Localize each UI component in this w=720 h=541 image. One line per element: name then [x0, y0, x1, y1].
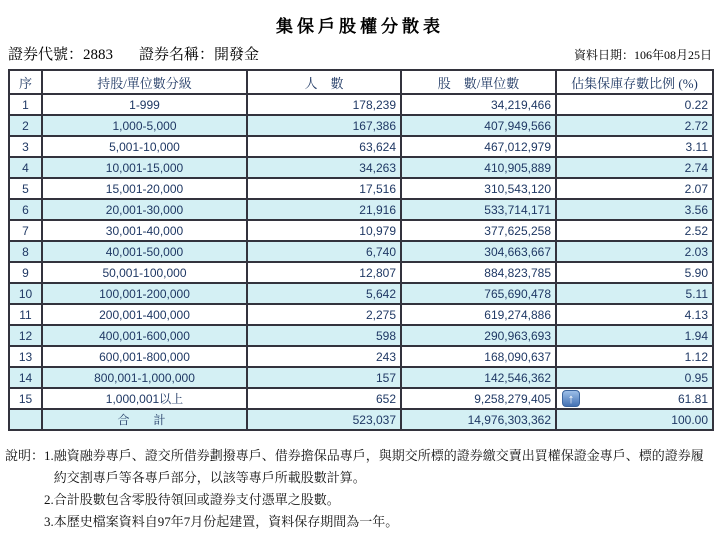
holding-range-cell: 30,001-40,000: [42, 220, 247, 241]
security-code-label: 證券代號：: [8, 47, 84, 63]
percentage-cell: [556, 367, 713, 388]
percentage-cell: [556, 346, 713, 367]
shareholding-distribution-page: [0, 12, 720, 541]
table-row: [9, 136, 713, 157]
table-row: [9, 367, 713, 388]
row-seq: 15: [9, 388, 42, 409]
note-number: 3.: [44, 514, 54, 529]
note-text: 本歷史檔案資料自97年7月份起建置，資料保存期間為一年。: [53, 514, 399, 529]
row-seq: 3: [9, 136, 42, 157]
total-shares: 14,976,303,362: [401, 409, 556, 430]
percentage-value: 2.52: [684, 223, 708, 238]
percentage-cell: [556, 115, 713, 136]
header-seq: 序: [9, 70, 42, 94]
holding-range-cell: 1,000-5,000: [42, 115, 247, 136]
holders-count-cell: 167,386: [247, 115, 401, 136]
holding-range-cell: 200,001-400,000: [42, 304, 247, 325]
security-name-label: 證券名稱：: [139, 47, 215, 63]
table-row: [9, 283, 713, 304]
percentage-cell: [556, 178, 713, 199]
percentage-value: 2.72: [684, 118, 708, 133]
holding-range-cell: 5,001-10,000: [42, 136, 247, 157]
percentage-cell: [556, 220, 713, 241]
shares-count-cell: 619,274,886: [401, 304, 556, 325]
table-row: [9, 220, 713, 241]
holders-count-cell: 21,916: [247, 199, 401, 220]
shares-count-cell: 310,543,120: [401, 178, 556, 199]
meta-row: [0, 43, 720, 64]
notes: [5, 445, 712, 533]
back-to-top-button[interactable]: [562, 390, 580, 407]
holders-count-cell: 243: [247, 346, 401, 367]
holding-range-cell: 600,001-800,000: [42, 346, 247, 367]
table-header-row: [9, 70, 713, 94]
percentage-cell: [556, 262, 713, 283]
percentage-cell: [556, 304, 713, 325]
holders-count-cell: 63,624: [247, 136, 401, 157]
table-row: [9, 94, 713, 115]
header-holders-count: 人 數: [247, 70, 401, 94]
data-date: [574, 46, 712, 64]
percentage-cell: [556, 94, 713, 115]
holders-count-cell: 2,275: [247, 304, 401, 325]
notes-label: 說明：: [5, 448, 45, 463]
shares-count-cell: 410,905,889: [401, 157, 556, 178]
total-percentage: 100.00: [556, 409, 713, 430]
row-seq: 13: [9, 346, 42, 367]
shares-count-cell: 377,625,258: [401, 220, 556, 241]
percentage-cell: [556, 136, 713, 157]
notes-list: [44, 445, 704, 533]
row-seq: 1: [9, 94, 42, 115]
holders-count-cell: 10,979: [247, 220, 401, 241]
data-date-label: 資料日期：: [573, 48, 634, 62]
shares-count-cell: 304,663,667: [401, 241, 556, 262]
holding-range-cell: 50,001-100,000: [42, 262, 247, 283]
header-holding-range: 持股/單位數分級: [42, 70, 247, 94]
percentage-value: 5.11: [685, 286, 708, 301]
up-arrow-icon: ↑: [567, 391, 575, 406]
holders-count-cell: 5,642: [247, 283, 401, 304]
holders-count-cell: 12,807: [247, 262, 401, 283]
row-seq: 11: [9, 304, 42, 325]
table-row: [9, 199, 713, 220]
note-item: [44, 511, 704, 533]
row-seq: 6: [9, 199, 42, 220]
shares-count-cell: 467,012,979: [401, 136, 556, 157]
percentage-value: 5.90: [684, 265, 708, 280]
shares-count-cell: 884,823,785: [401, 262, 556, 283]
percentage-value: 1.12: [684, 349, 708, 364]
holding-range-cell: 800,001-1,000,000: [42, 367, 247, 388]
total-holders: 523,037: [247, 409, 401, 430]
holding-range-cell: 1,000,001以上: [42, 388, 247, 409]
percentage-value: 2.03: [684, 244, 708, 259]
note-number: 2.: [44, 492, 54, 507]
holding-range-cell: 20,001-30,000: [42, 199, 247, 220]
table-row: [9, 262, 713, 283]
total-label: 合 計: [42, 409, 247, 430]
table-row: [9, 157, 713, 178]
security-name-value: 開發金: [214, 47, 260, 63]
security-code-value: 2883: [83, 47, 114, 63]
holding-range-cell: 1-999: [42, 94, 247, 115]
table-row: [9, 115, 713, 136]
row-seq: 12: [9, 325, 42, 346]
percentage-cell: [556, 283, 713, 304]
note-text: 合計股數包含零股待領回或證券支付憑單之股數。: [53, 492, 340, 507]
table-row: [9, 241, 713, 262]
holders-count-cell: 178,239: [247, 94, 401, 115]
row-seq: 7: [9, 220, 42, 241]
table-row: [9, 304, 713, 325]
percentage-cell: [556, 199, 713, 220]
percentage-value: 1.94: [684, 328, 708, 343]
percentage-value: 2.07: [684, 181, 708, 196]
security-info: [8, 43, 259, 64]
holders-count-cell: 34,263: [247, 157, 401, 178]
row-seq: 14: [9, 367, 42, 388]
header-shares-count: 股 數/單位數: [401, 70, 556, 94]
holders-count-cell: 17,516: [247, 178, 401, 199]
percentage-value: 3.11: [685, 139, 708, 154]
percentage-cell: [556, 157, 713, 178]
shares-count-cell: 765,690,478: [401, 283, 556, 304]
percentage-value: 2.74: [684, 160, 708, 175]
holding-range-cell: 40,001-50,000: [42, 241, 247, 262]
row-seq: 8: [9, 241, 42, 262]
total-seq: [9, 409, 42, 430]
row-seq: 4: [9, 157, 42, 178]
holders-count-cell: 6,740: [247, 241, 401, 262]
note-text: 融資融券專戶、證交所借券劃撥專戶、借券擔保品專戶，與期交所標的證券繳交賣出買權保證金專戶、標的證券履約交割專戶等各專戶部分，以該等專戶所載股數計算。: [53, 448, 704, 485]
percentage-value: 61.81: [677, 391, 708, 406]
holders-count-cell: 598: [247, 325, 401, 346]
data-date-value: 106年08月25日: [633, 48, 712, 62]
holders-count-cell: 157: [247, 367, 401, 388]
row-seq: 5: [9, 178, 42, 199]
shares-count-cell: 533,714,171: [401, 199, 556, 220]
table-row: [9, 346, 713, 367]
percentage-value: 0.22: [684, 97, 708, 112]
holding-range-cell: 100,001-200,000: [42, 283, 247, 304]
note-number: 1.: [44, 448, 54, 463]
holding-range-cell: 10,001-15,000: [42, 157, 247, 178]
shares-count-cell: 290,963,693: [401, 325, 556, 346]
shares-count-cell: 9,258,279,405: [401, 388, 556, 409]
percentage-value: 3.56: [684, 202, 708, 217]
row-seq: 2: [9, 115, 42, 136]
row-seq: 9: [9, 262, 42, 283]
holding-range-cell: 15,001-20,000: [42, 178, 247, 199]
total-row: [9, 409, 713, 430]
table-body: [9, 94, 713, 409]
percentage-cell: [556, 388, 713, 409]
percentage-cell: [556, 325, 713, 346]
note-item: [44, 489, 704, 511]
shares-count-cell: 34,219,466: [401, 94, 556, 115]
percentage-value: 4.13: [684, 307, 708, 322]
row-seq: 10: [9, 283, 42, 304]
percentage-value: 0.95: [684, 370, 708, 385]
note-item: [44, 445, 704, 489]
table-row: [9, 325, 713, 346]
header-percentage: 佔集保庫存數比例 (%): [556, 70, 713, 94]
holding-range-cell: 400,001-600,000: [42, 325, 247, 346]
table-row: [9, 178, 713, 199]
holders-count-cell: 652: [247, 388, 401, 409]
shares-count-cell: 142,546,362: [401, 367, 556, 388]
percentage-cell: [556, 241, 713, 262]
distribution-table: [8, 69, 714, 431]
page-title: 集保戶股權分散表: [276, 17, 444, 36]
shares-count-cell: 168,090,637: [401, 346, 556, 367]
shares-count-cell: 407,949,566: [401, 115, 556, 136]
table-row: [9, 388, 713, 409]
